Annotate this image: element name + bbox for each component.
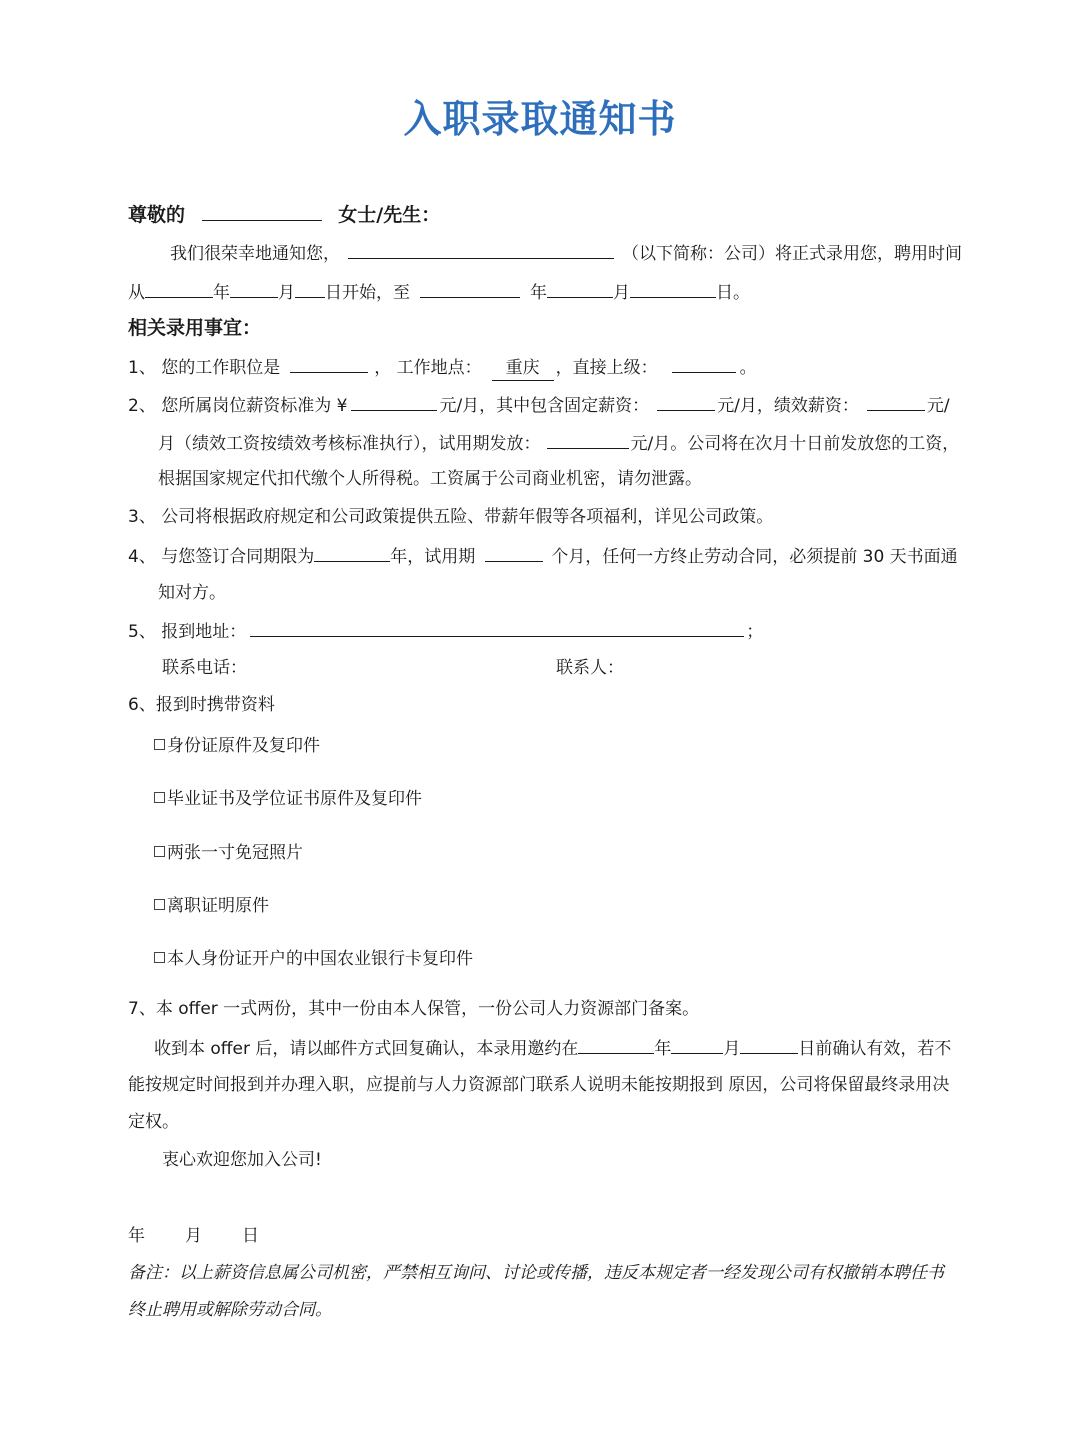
welcome-text: 衷心欢迎您加入公司! bbox=[162, 1150, 322, 1170]
item5-text-b: ； bbox=[746, 622, 764, 642]
confirm-line-3: 定权。 bbox=[128, 1112, 179, 1132]
confirm-month-label: 月 bbox=[723, 1039, 741, 1059]
item2-text-a: 2、 您所属岗位薪资标准为 ¥ bbox=[128, 396, 348, 416]
item5-text-a: 5、 报到地址： bbox=[128, 622, 247, 642]
confirm-line-1 bbox=[154, 1035, 951, 1061]
checklist-item-label: 离职证明原件 bbox=[167, 896, 269, 916]
date-year-label: 年 bbox=[128, 1226, 145, 1246]
intro-line-2 bbox=[128, 279, 750, 305]
contact-person-label: 联系人： bbox=[556, 658, 624, 678]
item4-text-c: 个月，任何一方终止劳动合同，必须提前 30 天书面通 bbox=[551, 547, 958, 567]
date-day-label: 日 bbox=[242, 1226, 259, 1246]
checklist-item-label: 身份证原件及复印件 bbox=[167, 736, 320, 756]
probation-months-blank bbox=[485, 543, 543, 562]
item2-text-b: 元/月，其中包含固定薪资： bbox=[439, 396, 650, 416]
end-month-blank bbox=[547, 279, 613, 298]
end-year-blank bbox=[420, 279, 520, 298]
contract-term-blank bbox=[314, 543, 390, 562]
checklist-item[interactable] bbox=[154, 841, 303, 865]
item-1 bbox=[128, 354, 757, 381]
checklist-item[interactable] bbox=[154, 947, 473, 971]
checklist-item[interactable] bbox=[154, 894, 269, 918]
confirm-day-blank bbox=[740, 1035, 798, 1054]
confirm-line-2: 能按规定时间报到并办理入职，应提前与人力资源部门联系人说明未能按期报到 原因，公司将保留最终录用决 bbox=[128, 1075, 950, 1095]
item-2-line-3: 根据国家规定代扣代缴个人所得税。工资属于公司商业机密，请勿泄露。 bbox=[158, 469, 702, 489]
checkbox-icon[interactable] bbox=[154, 739, 165, 750]
performance-salary-blank bbox=[867, 392, 925, 411]
salutation-line bbox=[128, 202, 440, 227]
remark-line-2: 终止聘用或解除劳动合同。 bbox=[128, 1300, 332, 1320]
item2-text-c: 元/月，绩效薪资： bbox=[717, 396, 859, 416]
item-2-line-2 bbox=[158, 430, 959, 456]
position-blank bbox=[290, 354, 368, 373]
checkbox-icon[interactable] bbox=[154, 899, 165, 910]
fixed-salary-blank bbox=[657, 392, 715, 411]
item-7: 7、本 offer 一式两份，其中一份由本人保管，一份公司人力资源部门备案。 bbox=[128, 999, 700, 1019]
company-blank bbox=[348, 240, 614, 259]
checkbox-icon[interactable] bbox=[154, 792, 165, 803]
remark-line-1: 备注：以上薪资信息属公司机密，严禁相互询问、讨论或传播，违反本规定者一经发现公司有权撤销本聘任书 bbox=[128, 1263, 944, 1283]
checkbox-icon[interactable] bbox=[154, 846, 165, 857]
salutation-prefix: 尊敬的 bbox=[128, 204, 186, 226]
supervisor-blank bbox=[672, 354, 736, 373]
item-3: 3、 公司将根据政府规定和公司政策提供五险、带薪年假等各项福利，详见公司政策。 bbox=[128, 507, 774, 527]
item-4-line-1 bbox=[128, 543, 958, 569]
from-label: 从 bbox=[128, 283, 145, 303]
name-blank bbox=[202, 202, 322, 221]
intro-text-a: 我们很荣幸地通知您， bbox=[170, 244, 340, 264]
checkbox-icon[interactable] bbox=[154, 952, 165, 963]
start-year-blank bbox=[145, 279, 213, 298]
item1-text-c: ，直接上级： bbox=[555, 358, 658, 378]
start-month-blank bbox=[230, 279, 278, 298]
checklist-item-label: 毕业证书及学位证书原件及复印件 bbox=[167, 789, 422, 809]
item4-text-a: 4、 与您签订合同期限为 bbox=[128, 547, 315, 567]
confirm-month-blank bbox=[671, 1035, 723, 1054]
confirm-text-b: 日前确认有效，若不 bbox=[798, 1039, 952, 1059]
item2-text-d: 元/ bbox=[926, 396, 950, 416]
item-5 bbox=[128, 618, 763, 644]
probation-salary-blank bbox=[547, 430, 629, 449]
item1-text-b: ， 工作地点： bbox=[374, 358, 482, 378]
confirm-text-a: 收到本 offer 后，请以邮件方式回复确认，本录用邀约在 bbox=[154, 1039, 579, 1059]
date-month-label: 月 bbox=[185, 1226, 202, 1246]
confirm-year-blank bbox=[578, 1035, 654, 1054]
contact-phone-label: 联系电话： bbox=[162, 658, 247, 678]
document-title: 入职录取通知书 bbox=[403, 97, 677, 141]
salutation-suffix: 女士/先生： bbox=[338, 204, 441, 226]
intro-line-1 bbox=[170, 240, 962, 266]
checklist-item[interactable] bbox=[154, 787, 422, 811]
year2-label: 年 bbox=[530, 283, 547, 303]
report-address-blank bbox=[250, 618, 744, 637]
section-heading: 相关录用事宜： bbox=[128, 317, 262, 339]
item4-text-b: 年，试用期 bbox=[390, 547, 476, 567]
month-label: 月 bbox=[278, 283, 295, 303]
year-label: 年 bbox=[213, 283, 230, 303]
item-4-line-2: 知对方。 bbox=[158, 583, 226, 603]
item-2-line-1 bbox=[128, 392, 950, 418]
date-line bbox=[128, 1224, 259, 1248]
month2-label: 月 bbox=[613, 283, 630, 303]
confirm-year-label: 年 bbox=[654, 1039, 672, 1059]
salary-blank bbox=[351, 392, 437, 411]
checklist-item[interactable] bbox=[154, 734, 320, 758]
day-start-label: 日开始，至 bbox=[325, 283, 410, 303]
checklist-item-label: 两张一寸免冠照片 bbox=[167, 843, 303, 863]
end-day-blank bbox=[630, 279, 716, 298]
item-6-heading: 6、报到时携带资料 bbox=[128, 695, 275, 715]
item1-text-d: 。 bbox=[739, 358, 757, 378]
work-location-value: 重庆 bbox=[492, 356, 554, 381]
item1-text-a: 1、 您的工作职位是 bbox=[128, 358, 281, 378]
checklist-item-label: 本人身份证开户的中国农业银行卡复印件 bbox=[167, 949, 473, 969]
day-end-label: 日。 bbox=[716, 283, 750, 303]
start-day-blank bbox=[295, 279, 325, 298]
intro-text-b: （以下简称：公司）将正式录用您，聘用时间 bbox=[622, 244, 962, 264]
item2-text-l2b: 元/月。公司将在次月十日前发放您的工资， bbox=[630, 434, 960, 454]
item2-text-l2a: 月（绩效工资按绩效考核标准执行），试用期发放： bbox=[158, 434, 541, 454]
